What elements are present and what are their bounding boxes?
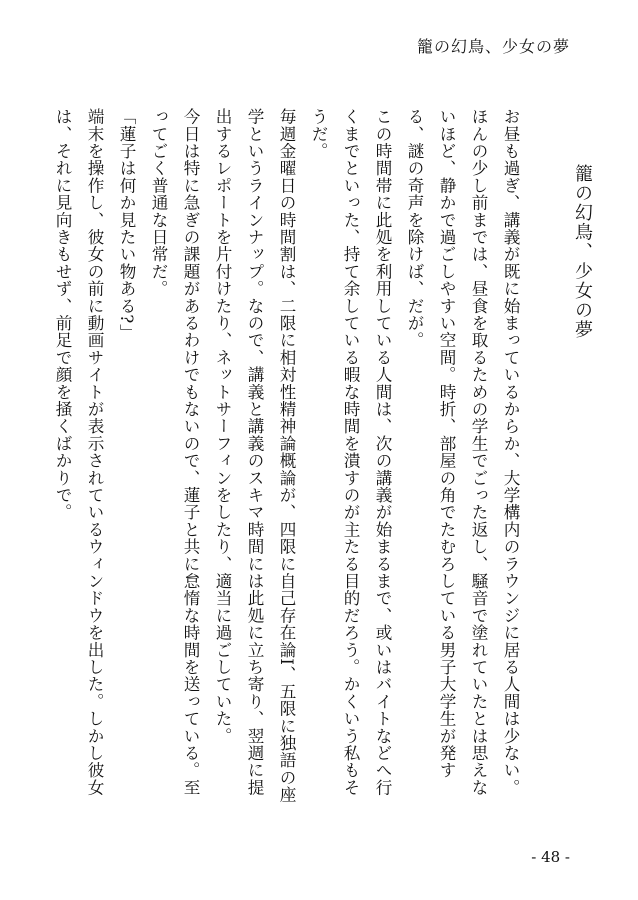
paragraph: この時間帯に此処を利用している人間は、次の講義が始まるまで、或いはバイトなどへ行くまでといった、持て余している暇な時間を潰すのが主たる目的だろう。かくいう私もそうだ。 <box>309 108 392 796</box>
paragraph: 「蓮子は何か見たい物ある?」 <box>117 108 136 342</box>
page-number: - 48 - <box>531 848 570 866</box>
paragraph: 毎週金曜日の時間割は、二限に相対性精神論概論が、四限に自己存在論I、五限に独語の座学というラインナップ。なので、講義と講義のスキマ時間には此処に立ち寄り、翌週に提出するレポートを片付けたり、ネットサーフィンをしたり、適当に過ごしていた。 <box>213 108 296 804</box>
chapter-title: 籠の幻鳥、少女の夢 <box>572 164 593 340</box>
running-header: 籠の幻鳥、少女の夢 <box>416 37 570 56</box>
paragraph: 端末を操作し、彼女の前に動画サイトが表示されているウィンドウを出した。しかし彼女は、それに見向きもせず、前足で顔を掻くばかりで。 <box>53 108 104 796</box>
paragraph: 今日は特に急ぎの課題があるわけでもないので、蓮子と共に怠惰な時間を送っている。至ってごく普通な日常だ。 <box>149 108 200 796</box>
paragraph: ほんの少し前までは、昼食を取るための学生でごった返し、騒音で塗れていたとは思えないほど、静かで過ごしやすい空間。時折、部屋の角でたむろしている男子大学生が発する、謎の奇声を除けば、だが。 <box>405 108 488 796</box>
paragraph: お昼も過ぎ、講義が既に始まっているからか、大学構内のラウンジに居る人間は少ない。 <box>501 108 520 796</box>
body-text <box>53 108 598 808</box>
